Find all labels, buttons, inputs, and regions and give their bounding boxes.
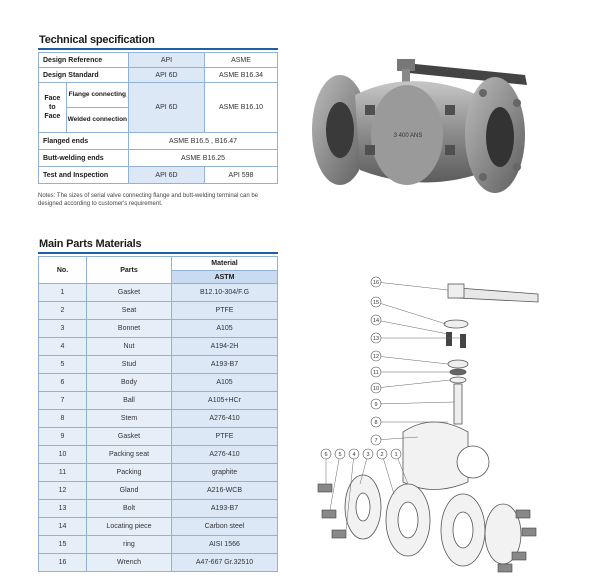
- cell-part: Packing seat: [87, 446, 172, 464]
- parts-table-body: [39, 284, 278, 572]
- cell-material: A276-410: [172, 446, 278, 464]
- parts-title: Main Parts Materials: [39, 238, 142, 250]
- callout-label: 14: [372, 318, 380, 324]
- test-inspection-label: Test and Inspection: [39, 167, 129, 184]
- cell-no: 1: [39, 284, 87, 302]
- design-reference-api: API: [129, 53, 205, 68]
- cell-no: 6: [39, 374, 87, 392]
- cell-material: A216-WCB: [172, 482, 278, 500]
- cell-part: Body: [87, 374, 172, 392]
- col-astm-header: ASTM: [172, 271, 278, 284]
- face-to-face-api: API 6D: [129, 83, 205, 133]
- cell-no: 16: [39, 554, 87, 572]
- cell-material: A193-B7: [172, 356, 278, 374]
- table-row: [39, 338, 278, 356]
- callout-label: 11: [373, 370, 379, 376]
- callout-label: 4: [352, 452, 356, 458]
- parts-rule: [38, 252, 278, 254]
- cell-no: 8: [39, 410, 87, 428]
- callout-label: 16: [372, 280, 380, 286]
- cell-part: Packing: [87, 464, 172, 482]
- design-standard-api: API 6D: [129, 68, 205, 83]
- cell-material: Carbon steel: [172, 518, 278, 536]
- table-row: [39, 518, 278, 536]
- welded-connection-label: Welded connection: [66, 108, 128, 133]
- callout-leader: [376, 356, 448, 364]
- design-standard-asme: ASME B16.34: [205, 68, 278, 83]
- cell-part: Bonnet: [87, 320, 172, 338]
- callout-label: 1: [394, 452, 398, 458]
- callout-leader: [376, 380, 450, 388]
- test-inspection-api: API 6D: [129, 167, 205, 184]
- cell-material: A105: [172, 374, 278, 392]
- table-row: [39, 554, 278, 572]
- butt-welding-ends-label: Butt-welding ends: [39, 150, 129, 167]
- table-row: [39, 500, 278, 518]
- tech-spec-rule: [38, 48, 278, 50]
- callout-leader: [376, 282, 448, 290]
- cell-material: AISI 1566: [172, 536, 278, 554]
- valve-photo: [305, 45, 545, 195]
- cell-no: 3: [39, 320, 87, 338]
- cell-no: 10: [39, 446, 87, 464]
- cell-part: Gasket: [87, 428, 172, 446]
- cell-material: A105+HCr: [172, 392, 278, 410]
- cell-no: 4: [39, 338, 87, 356]
- parts-table: [38, 256, 278, 572]
- tech-spec-table: [38, 52, 278, 184]
- cell-material: A105: [172, 320, 278, 338]
- cell-no: 15: [39, 536, 87, 554]
- callout-leader: [376, 402, 454, 404]
- cell-material: graphite: [172, 464, 278, 482]
- callout-label: 9: [374, 402, 378, 408]
- col-material-header: Material: [172, 257, 278, 271]
- cell-part: Locating piece: [87, 518, 172, 536]
- callout-label: 2: [380, 452, 384, 458]
- col-no-header: No.: [39, 257, 87, 284]
- callout-label: 7: [374, 438, 378, 444]
- cell-part: Gland: [87, 482, 172, 500]
- table-row: [39, 482, 278, 500]
- table-row: [39, 356, 278, 374]
- cell-part: Bolt: [87, 500, 172, 518]
- callout-label: 3: [366, 452, 370, 458]
- callout-label: 8: [374, 420, 378, 426]
- callout-label: 10: [372, 386, 380, 392]
- cell-part: Stem: [87, 410, 172, 428]
- cell-no: 13: [39, 500, 87, 518]
- table-row: [39, 392, 278, 410]
- cell-material: PTFE: [172, 428, 278, 446]
- cell-no: 5: [39, 356, 87, 374]
- cell-part: Gasket: [87, 284, 172, 302]
- callout-label: 12: [372, 354, 380, 360]
- face-to-face-label: Face to Face: [39, 83, 67, 133]
- cell-part: Stud: [87, 356, 172, 374]
- table-row: [39, 464, 278, 482]
- cell-material: A47-667 Gr.32510: [172, 554, 278, 572]
- cell-no: 11: [39, 464, 87, 482]
- cell-no: 2: [39, 302, 87, 320]
- cell-no: 7: [39, 392, 87, 410]
- table-row: [39, 284, 278, 302]
- callout-label: 6: [324, 452, 328, 458]
- cell-part: ring: [87, 536, 172, 554]
- callout-label: 15: [372, 300, 380, 306]
- face-to-face-asme: ASME B16.10: [205, 83, 278, 133]
- flange-connecting-label: Flange connecting: [66, 83, 128, 108]
- table-row: [39, 428, 278, 446]
- cell-no: 9: [39, 428, 87, 446]
- callout-leader: [376, 302, 446, 324]
- cell-material: B12.10-304/F.G: [172, 284, 278, 302]
- cell-material: A194-2H: [172, 338, 278, 356]
- cell-material: A193-B7: [172, 500, 278, 518]
- tech-spec-notes: Notes: The sizes of serial valve connecting flange and butt-welding terminal can be designed according to customer's requirement.: [38, 193, 259, 207]
- tech-spec-title: Technical specification: [39, 34, 155, 46]
- table-row: [39, 320, 278, 338]
- callout-leader: [376, 320, 448, 334]
- design-reference-asme: ASME: [205, 53, 278, 68]
- cell-no: 14: [39, 518, 87, 536]
- callout-label: 5: [338, 452, 342, 458]
- cell-part: Seat: [87, 302, 172, 320]
- cell-part: Wrench: [87, 554, 172, 572]
- flanged-ends-value: ASME B16.5 , B16.47: [129, 133, 278, 150]
- flanged-ends-label: Flanged ends: [39, 133, 129, 150]
- callout-leader: [382, 454, 394, 494]
- table-row: [39, 374, 278, 392]
- callout-label: 13: [372, 336, 380, 342]
- cell-part: Nut: [87, 338, 172, 356]
- valve-marking: 3 400 ANS: [393, 133, 423, 139]
- table-row: [39, 302, 278, 320]
- design-standard-label: Design Standard: [39, 68, 129, 83]
- col-parts-header: Parts: [87, 257, 172, 284]
- design-reference-label: Design Reference: [39, 53, 129, 68]
- cell-part: Ball: [87, 392, 172, 410]
- callout-leader: [330, 454, 340, 510]
- cell-material: A276-410: [172, 410, 278, 428]
- exploded-diagram: [298, 272, 588, 577]
- table-row: [39, 446, 278, 464]
- test-inspection-asme: API 598: [205, 167, 278, 184]
- cell-no: 12: [39, 482, 87, 500]
- butt-welding-ends-value: ASME B16.25: [129, 150, 278, 167]
- table-row: [39, 410, 278, 428]
- table-row: [39, 536, 278, 554]
- cell-material: PTFE: [172, 302, 278, 320]
